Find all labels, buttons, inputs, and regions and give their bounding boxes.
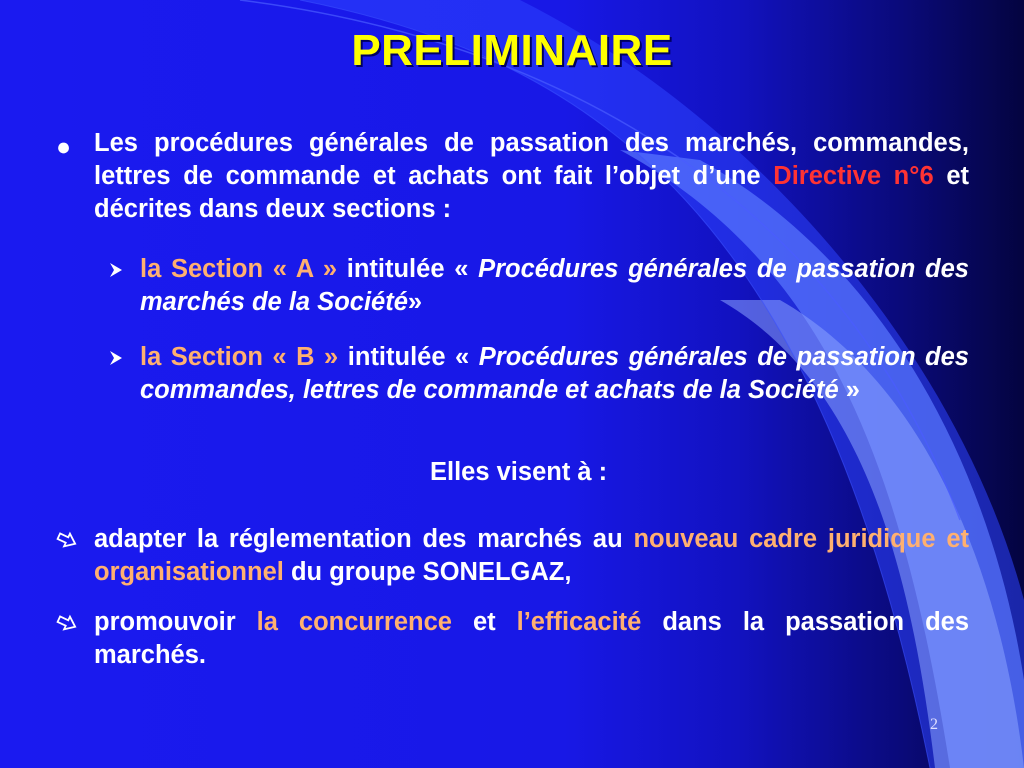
aim-1-paragraph — [94, 523, 969, 589]
section-b-paragraph — [140, 341, 969, 407]
aim-1-before: adapter la réglementation des marchés au — [94, 525, 623, 553]
slide-title: PRELIMINAIRE — [351, 26, 673, 75]
section-a-end: » — [407, 288, 423, 316]
aim-2-before: promouvoir — [94, 608, 236, 636]
hollow-right-arrow-icon — [56, 614, 78, 632]
section-b-end: » — [845, 376, 860, 404]
aim-2-middle: et — [472, 608, 496, 636]
aim-1-highlight: nouveau cadre juridique et organisationnel — [94, 525, 970, 586]
section-a-title: Procédures générales de passation des marchés de la Société — [140, 255, 969, 316]
directive-highlight: Directive n°6 — [773, 162, 934, 190]
section-b-title: Procédures générales de passation des commandes, lettres de commande et achats de la Société — [140, 343, 969, 404]
aim-2-after: dans la passation des marchés. — [94, 608, 970, 669]
aim-1-after: du groupe SONELGAZ, — [290, 558, 572, 586]
hollow-right-arrow-icon — [56, 531, 78, 549]
intro-paragraph — [94, 127, 969, 226]
aim-2-highlight-2: l’efficacité — [516, 608, 642, 636]
section-b-label: la Section « B » — [140, 343, 339, 371]
aim-2-highlight-1: la concurrence — [256, 608, 452, 636]
page-number: 2 — [930, 716, 938, 733]
bullet-dot-icon: ● — [56, 133, 72, 161]
section-a-label: la Section « A » — [140, 255, 338, 283]
section-b-middle: intitulée « — [347, 343, 470, 371]
aims-heading: Elles visent à : — [430, 458, 608, 486]
arrowhead-right-icon — [108, 261, 124, 279]
aim-2-paragraph — [94, 606, 969, 672]
arrowhead-right-icon — [108, 349, 124, 367]
intro-text-after: et décrites dans deux sections : — [94, 162, 969, 223]
section-a-paragraph — [140, 253, 969, 319]
section-a-middle: intitulée « — [346, 255, 469, 283]
intro-text-before: Les procédures générales de passation des marchés, commandes, lettres de commande et achats ont fait l’objet d’une — [94, 129, 969, 190]
